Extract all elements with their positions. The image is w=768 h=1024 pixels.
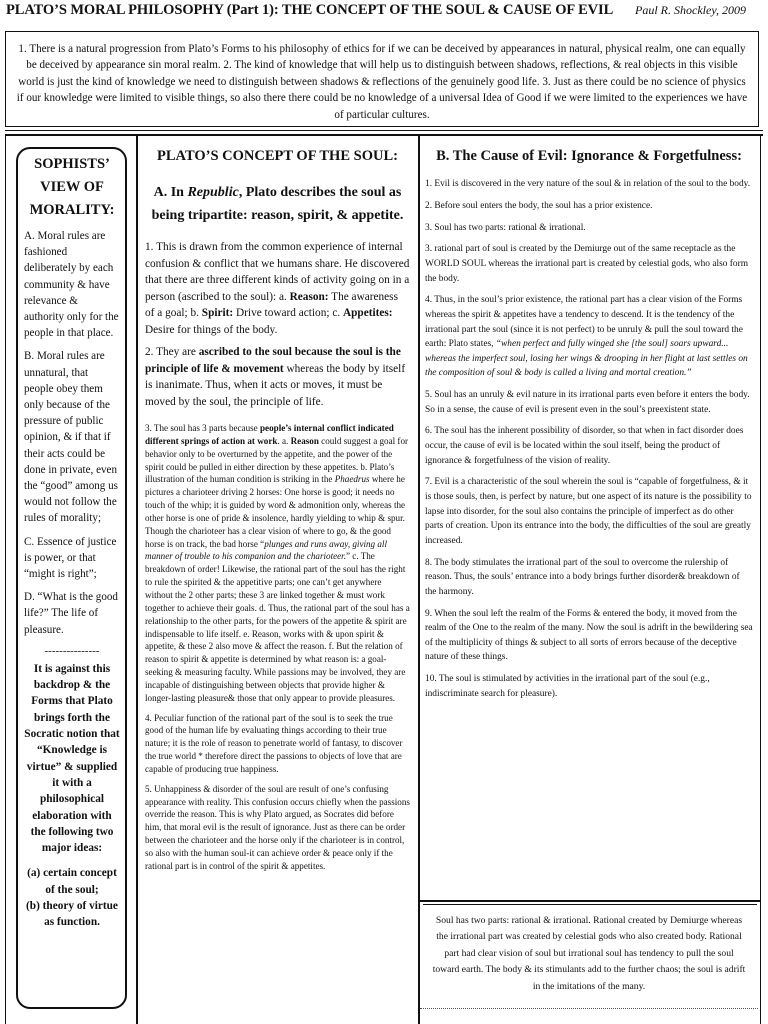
p3-text-d: where he pictures a charioteer driving 2 horses: One horse is good; it needs no touch of the whip; it is guided by word & admonition only, whereas the other horse is one of pride & insolence, hardly yielding to whip & spur. Though the charioteer has a clear vision of where to go, & the good horse is on track, the bad horse “	[145, 474, 406, 549]
socratic-notion-body: It is against this backdrop & the Forms that Plato brings forth the Socratic notion that “Knowledge is virtue” & supplied it with a philosophical elaboration with the following two major ideas:	[24, 662, 120, 855]
page-title: PLATO’S MORAL PHILOSOPHY (Part 1): THE CONCEPT OF THE SOUL & CAUSE OF EVIL	[6, 2, 614, 18]
p1-text-c: Drive toward action; c.	[233, 307, 343, 319]
phaedrus-title: Phaedrus	[334, 474, 370, 485]
idea-a: (a) certain concept of the soul;	[27, 867, 117, 896]
evil-p4-text: 4. Thus, in the soul’s prior existence, the rational part has a clear vision of the Forms whereas the spirit & appetites have a tendency to descend. It is the tendency of the irrational part the soul (since it is not perfect) to be unruly & pull the soul toward the earth: Plato states,	[425, 295, 743, 350]
p1-text-b: The awareness of a goal; b.	[145, 290, 398, 319]
p3-quote: plunges and runs away, giving all manner of trouble to his companion and the charioteer.	[145, 538, 387, 562]
divider-dashes: ---------------	[44, 644, 100, 657]
evil-point-7: 7. Evil is a characteristic of the soul wherein the soul is “capable of forgetfulness, & it is those souls, then, is perfect by nature, but one aspect of its nature is the possibility to lapse into disorder, for the soul also contains the principle of imperfect as do other parts of creation. Upon its entrance into the body, the difficulties of the soul are greatly increased.	[425, 477, 752, 546]
column-divider-left-edge	[5, 135, 6, 1024]
p3-bold-2: Reason	[290, 435, 319, 446]
bottom-dotted-rule	[420, 1008, 758, 1009]
column-divider-2	[418, 135, 420, 1024]
summary-box: Soul has two parts: rational & irrational. Rational created by Demiurge whereas the irrational part was created by celestial gods who also created body. Rational part had clear vision of soul but irrational soul has tendency to pull the soul toward earth. The body & its stimulants add to the further chaos; the soul is adrift in the imitations of the many.	[432, 915, 746, 992]
tripartite-heading-b: , Plato describes the soul as being tripartite: reason, spirit, & appetite.	[151, 185, 404, 223]
p3-bold-1: people’s internal conflict indicated different springs of action at work	[145, 423, 394, 446]
top-rule	[5, 130, 763, 131]
p1-appetites: Appetites:	[342, 307, 393, 319]
soul-point-2	[145, 344, 410, 410]
sophists-view-box	[16, 147, 127, 1009]
evil-point-3b: 3. rational part of soul is created by the Demiurge out of the same receptacle as the WORLD SOUL whereas the irrational part is created by celestial gods, who also form the body.	[425, 244, 748, 284]
column-divider-1	[136, 135, 138, 1024]
concept-of-soul-column	[145, 148, 410, 880]
soul-point-4: 4. Peculiar function of the rational part of the soul is to seek the true good of the human life by evaluating things according to their true nature; it is the role of reason to penetrate world of fantasy, to discover the true world * therefore direct the passions to objects of love that are capable of producing true happiness.	[145, 712, 403, 774]
column-divider-right-edge	[760, 135, 761, 1024]
summary-rule	[418, 900, 760, 902]
idea-b: (b) theory of virtue as function.	[26, 900, 118, 929]
sophists-item-d: D. “What is the good life?” The life of pleasure.	[24, 591, 118, 636]
sophists-item-a: A. Moral rules are fashioned deliberately by each community & have relevance & authority only for the people in that place.	[24, 230, 119, 340]
p1-reason: Reason:	[289, 290, 329, 303]
sophists-item-c: C. Essence of justice is power, or that “might is right”;	[24, 535, 117, 581]
p3-text-c: could suggest a goal for behavior only to be overturned by the appetite, and the power of the spirit could be pulled in either direction by these appetites. b. Plato’s illustration of the human condition is striking in the	[145, 435, 409, 485]
summary-rule-thin	[423, 904, 757, 905]
sophists-item-b: B. Moral rules are unnatural, that people obey them only because of the pressure of public opinion, & if that if their acts could be done in private, even the “good” among us would not follow the rules of morality;	[24, 350, 118, 525]
p1-text-d: Desire for things of the body.	[145, 323, 278, 336]
evil-point-1: 1. Evil is discovered in the very nature of the soul & in relation of the soul to the body.	[425, 179, 751, 189]
evil-point-4	[425, 293, 753, 381]
p3-text-e: ” c. The breakdown of order! Likewise, the rational part of the soul has the right to rule the spirited & the appetitive parts; one can’t get anywhere without the 2 other parts; these 3 are linked together & must work together to achieve their goals. d. Thus, the rational part of the soul has a relationship to the other parts, for the powers of the appetite & spirit are indispensable to life itself. e. Reason, works with & upon spirit & appetite, & these 2 also move & affect the reason. f. But the relation of reason to spirit & appetite is determined by what reason is: a goal-seeking & measuring faculty. While passions may be involved, they are incapable of distinguishing between objects that provide higher & longer-lasting pleasure& those that only appear to provide pleasures.	[145, 551, 410, 703]
evil-point-9: 9. When the soul left the realm of the Forms & entered the body, it moved from the realm of the One to the realm of the many. Now the soul is adrift in the bewildering sea of the multiplicity of things & subject to all sorts of errors because of the deceptive nature of these things.	[425, 608, 753, 663]
soul-point-3	[145, 422, 410, 705]
p2-text-a: 2. They are	[145, 346, 199, 358]
author-credit: Paul R. Shockley, 2009	[635, 3, 746, 17]
evil-point-10: 10. The soul is stimulated by activities in the irrational part of the soul (e.g., indiscriminate search for pleasure).	[425, 674, 710, 699]
sophists-view-title: SOPHISTS’ VIEW OF MORALITY:	[29, 156, 115, 218]
tripartite-heading	[145, 181, 410, 227]
concept-of-soul-title: PLATO’S CONCEPT OF THE SOUL:	[157, 148, 398, 164]
intro-text: 1. There is a natural progression from Plato’s Forms to his philosophy of ethics for if we can be deceived by appearances in natural, physical realm, one can equally be deceived by appearance sin moral realm. 2. The kind of knowledge that will help us to distinguish between shadows, reflections, & real objects in this visible world is just the kind of knowledge we need to distinguish between shadows & reflections of the genuinely good life. 3. Just as there could be no science of physics if our knowledge were limited to visible things, so also there there could be no knowledge of a universal Idea of Good if we were limited to the experiences we have of particular cultures.	[16, 43, 748, 121]
evil-point-8: 8. The body stimulates the irrational part of the soul to overcome the rulership of reason. Thus, the souls’ entrance into a body brings further disorder& breakdown of the harmony.	[425, 557, 740, 597]
p2-bold: ascribed to the soul because the soul is the principle of life & movement	[145, 346, 401, 375]
p1-text-a: 1. This is drawn from the common experience of internal confusion & conflict that we humans share. He discovered that there are three different kinds of activity going on in a person (ascribed to the soul): a.	[145, 241, 410, 303]
evil-point-5: 5. Soul has an unruly & evil nature in its irrational parts even before it enters the body. So in a sense, the cause of evil is present even in the soul’s preexistent state.	[425, 390, 750, 415]
evil-p4-quote: “when perfect and fully winged she [the soul] soars upward... whereas the imperfect soul, losing her wings & drooping in her flight at last settles on the composition of soul & body is called a living and mortal creation.”	[425, 339, 748, 379]
soul-point-5: 5. Unhappiness & disorder of the soul are result of one’s confusing appearance with reality. This confusion occurs chiefly when the passions override the reason. This is why Plato argued, as Socrates did before him, that moral evil is the result of ignorance. Just as there can be order between the charioteer and the horse only if the charioteer is in control, so also with the human soul-it can achieve order & peace only if the rational part is in control of the spirit & appetites.	[145, 783, 410, 871]
p3-text-b: . a.	[277, 435, 291, 446]
tripartite-heading-a: A. In	[153, 185, 188, 200]
evil-point-3: 3. Soul has two parts: rational & irrational.	[425, 222, 586, 233]
republic-title: Republic	[187, 185, 239, 200]
p3-text-a: 3. The soul has 3 parts because	[145, 423, 260, 433]
cause-of-evil-title: B. The Cause of Evil: Ignorance & Forgetfulness:	[436, 148, 742, 164]
p2-text-b: whereas the body by itself is inanimate. Thus, when it acts or moves, it must be moved by the soul, the principle of life.	[145, 362, 406, 408]
socratic-notion-text	[24, 661, 120, 931]
intro-box	[5, 31, 759, 127]
cause-of-evil-column	[425, 148, 753, 708]
evil-point-2: 2. Before soul enters the body, the soul has a prior existence.	[425, 200, 653, 211]
p1-spirit: Spirit:	[201, 307, 234, 319]
soul-point-1	[145, 239, 410, 338]
evil-point-6: 6. The soul has the inherent possibility of disorder, so that when in fact disorder does occur, the cause of evil is be located within the soul itself, being the product of ignorance & forgetfulness of the vision of reality.	[425, 426, 744, 466]
top-rule-thick	[5, 134, 763, 136]
